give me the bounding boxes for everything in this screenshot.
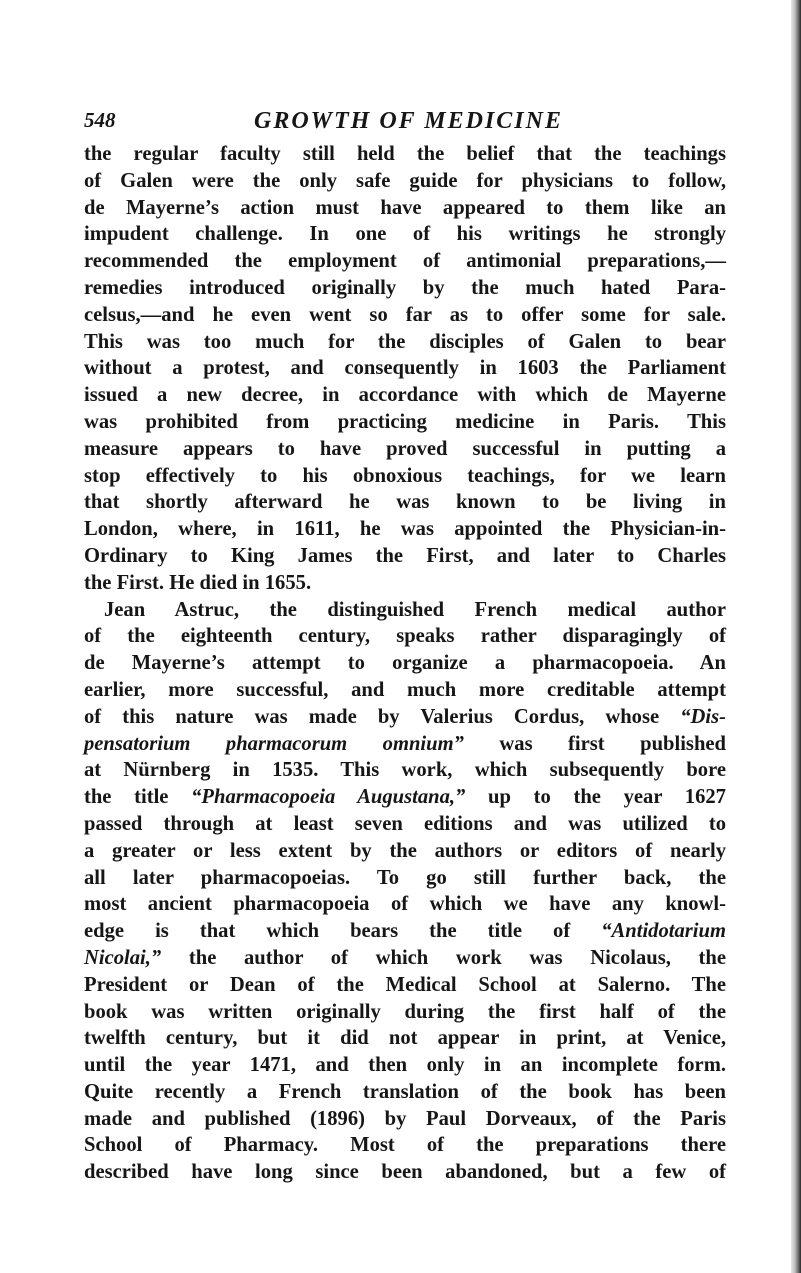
text-line: was prohibited from practicing medicine in Paris. This (84, 410, 726, 433)
text-line: a greater or less extent by the authors or editors of nearly (84, 839, 726, 862)
text-line: This was too much for the disciples of Galen to bear (84, 330, 726, 353)
book-title-italic: “Dis- (680, 705, 726, 728)
text-line: twelfth century, but it did not appear in print, at Venice, (84, 1027, 726, 1050)
text-line: the First. He died in 1655. (84, 571, 312, 594)
text-line: book was written originally during the first half of the (84, 1000, 726, 1023)
book-title-italic: pensatorium pharmacorum omnium” (84, 732, 464, 755)
text-line: of the eighteenth century, speaks rather disparagingly of (84, 625, 726, 648)
text-line: issued a new decree, in accordance with which de Mayerne (84, 384, 726, 407)
text-line: passed through at least seven editions and was utilized to (84, 812, 726, 835)
text-line: the regular faculty still held the belief that the teachings (84, 143, 726, 165)
text-line: described have long since been abandoned, but a few of (84, 1161, 726, 1184)
text-line: de Mayerne’s attempt to organize a pharmacopoeia. An (84, 652, 726, 675)
book-title-italic: Nicolai,” (84, 946, 162, 969)
text-line: earlier, more successful, and much more creditable attempt (84, 678, 726, 701)
text-line: made and published (1896) by Paul Dorveaux, of the Paris (84, 1107, 726, 1130)
text-line (84, 704, 726, 731)
text-line (84, 918, 726, 945)
book-title-italic: “Pharmacopoeia Augustana,” (191, 786, 466, 809)
text-line: celsus,—and he even went so far as to offer some for sale. (84, 303, 726, 326)
running-title: GROWTH OF MEDICINE (254, 108, 563, 134)
text-segment: up to the year 1627 (465, 786, 726, 809)
text-line: recommended the employment of antimonial preparations,— (84, 250, 726, 273)
text-line: Ordinary to King James the First, and later to Charles (84, 544, 726, 567)
body-text (84, 141, 726, 1186)
text-line: de Mayerne’s action must have appeared to them like an (84, 196, 726, 219)
text-line: remedies introduced originally by the much hated Para- (84, 276, 726, 299)
text-segment: the author of which work was Nicolaus, the (161, 946, 726, 969)
text-line: most ancient pharmacopoeia of which we have any knowl- (84, 893, 726, 916)
text-segment: of this nature was made by Valerius Cordus, whose (84, 705, 681, 728)
text-line: without a protest, and consequently in 1603 the Parliament (84, 357, 726, 380)
text-line: Quite recently a French translation of the book has been (84, 1080, 726, 1103)
text-segment: the title (84, 786, 192, 809)
text-line: all later pharmacopoeias. To go still further back, the (84, 866, 726, 889)
text-line: stop effectively to his obnoxious teachings, for we learn (84, 464, 726, 487)
text-line: Jean Astruc, the distinguished French medical author (104, 598, 726, 621)
text-line: President or Dean of the Medical School at Salerno. The (84, 973, 726, 996)
page-number: 548 (84, 108, 116, 132)
page-header (84, 108, 726, 142)
text-line: until the year 1471, and then only in an incomplete form. (84, 1054, 726, 1077)
text-line: impudent challenge. In one of his writings he strongly (84, 223, 726, 246)
text-line: London, where, in 1611, he was appointed the Physician-in- (84, 518, 726, 541)
text-line: School of Pharmacy. Most of the preparations there (84, 1134, 726, 1157)
text-line (84, 945, 726, 972)
text-segment: was first published (463, 732, 726, 755)
book-spine-edge (791, 0, 801, 1273)
text-line (84, 784, 726, 811)
text-segment: edge is that which bears the title of (84, 920, 602, 943)
text-line: measure appears to have proved successful in putting a (84, 437, 726, 460)
text-line: at Nürnberg in 1535. This work, which subsequently bore (84, 759, 726, 782)
text-line (84, 731, 726, 758)
text-line: that shortly afterward he was known to be living in (84, 491, 726, 514)
text-line: of Galen were the only safe guide for physicians to follow, (84, 169, 726, 192)
book-title-italic: “Antidotarium (601, 920, 726, 943)
